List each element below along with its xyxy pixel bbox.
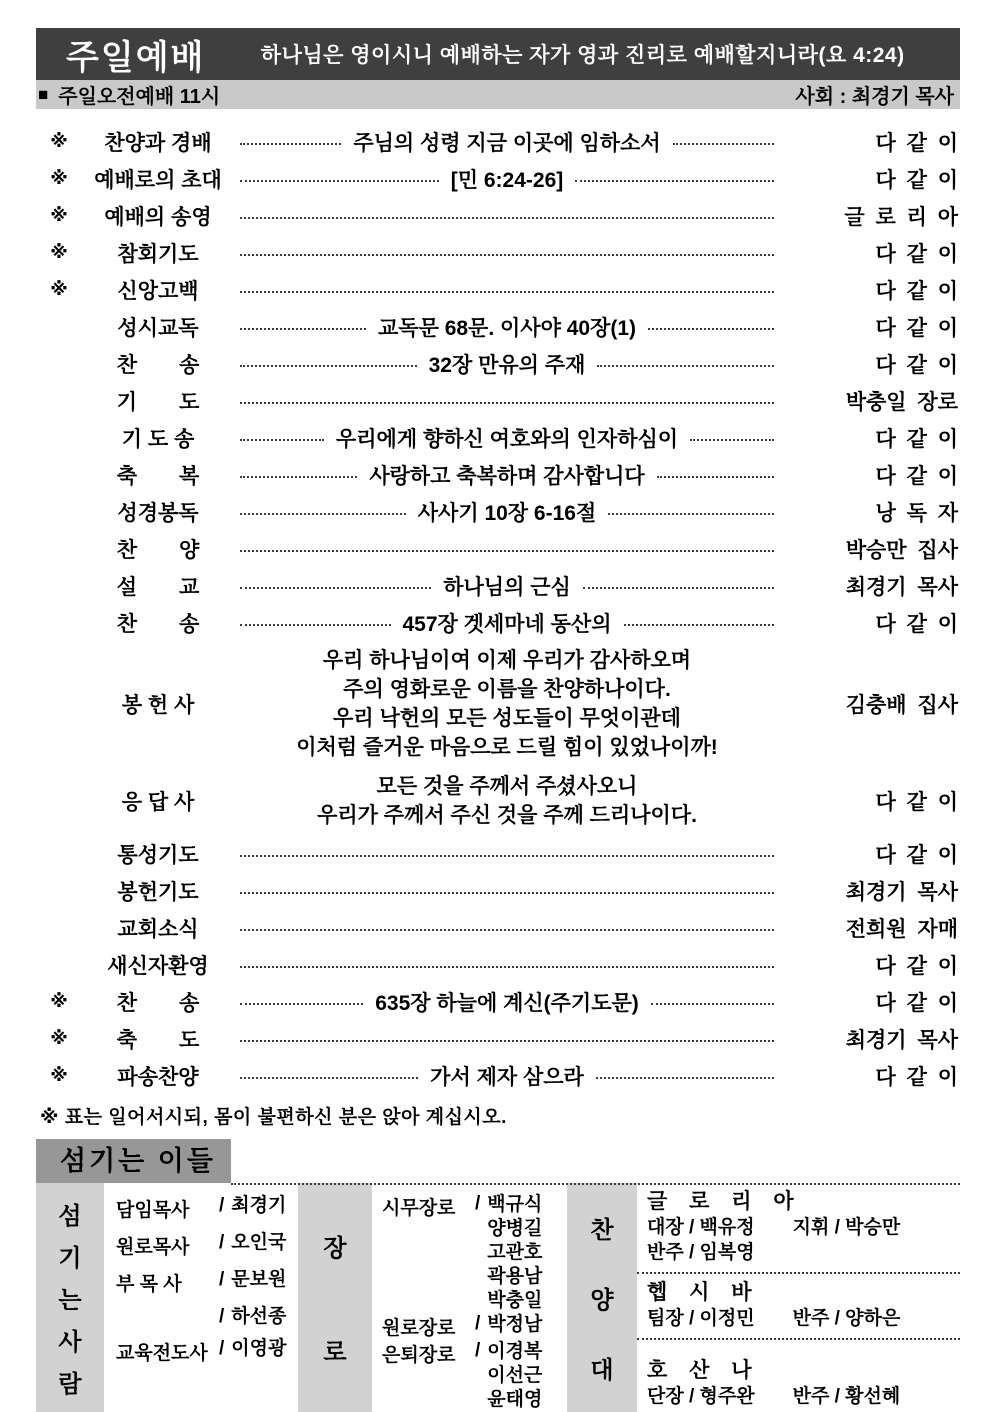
dotted-leader [240, 291, 774, 293]
order-middle [240, 127, 774, 157]
order-row [36, 567, 960, 604]
order-performer: 다 같 이 [875, 353, 958, 377]
order-middle [240, 312, 774, 342]
order-row [36, 382, 960, 419]
order-detail: 사랑하고 축복하며 감사합니다 [369, 464, 645, 488]
order-middle [240, 250, 774, 256]
order-middle [240, 213, 774, 219]
order-detail: 사사기 10장 6-16절 [417, 501, 597, 525]
choir-staff-line: 대장 / 백유정 지휘 / 박승만 [647, 1217, 901, 1238]
header-verse: 하나님은 영이시니 예배하는 자가 영과 진리로 예배할지니라(요 4:24) [260, 44, 905, 67]
servant-row [116, 1269, 294, 1296]
standing-marker: ※ [50, 279, 68, 299]
order-row [36, 909, 960, 946]
order-middle [240, 962, 774, 968]
dotted-leader [624, 624, 775, 626]
servant-name: 고관호 [487, 1242, 543, 1263]
order-row [36, 835, 960, 872]
dotted-leader [240, 254, 774, 256]
label-char: 대 [590, 1356, 614, 1384]
order-row [36, 419, 960, 456]
label-char: 찬 [590, 1217, 614, 1245]
servant-list [104, 1183, 294, 1412]
dotted-leader [240, 476, 357, 478]
standing-marker: ※ [50, 991, 68, 1011]
dotted-leader [673, 143, 774, 145]
order-performer: 다 같 이 [875, 279, 958, 303]
servant-names [487, 1340, 542, 1412]
order-performer: 다 같 이 [875, 843, 958, 867]
label-char: 는 [58, 1286, 82, 1314]
order-middle [240, 1061, 774, 1091]
order-label: 찬 송 [116, 991, 200, 1015]
order-detail-line: 주의 영화로운 이름을 찬양하나이다. [343, 678, 671, 701]
order-row [36, 234, 960, 271]
order-detail: 가서 제자 삼으라 [430, 1065, 584, 1089]
servant-names [231, 1338, 286, 1365]
order-row [36, 160, 960, 197]
order-label: 예배로의 초대 [94, 168, 222, 192]
order-performer: 다 같 이 [875, 316, 958, 340]
dotted-leader [597, 365, 774, 367]
servant-names [487, 1313, 542, 1340]
servant-role: 담임목사 [116, 1200, 190, 1221]
servant-name: 이선근 [487, 1365, 543, 1386]
standing-marker: ※ [50, 1028, 68, 1048]
page-title: 주일예배 [66, 38, 206, 77]
dotted-leader [648, 328, 774, 330]
order-row [36, 1020, 960, 1057]
standing-marker: ※ [50, 242, 68, 262]
order-detail-line: 우리 낙헌의 모든 성도들이 무엇이관데 [333, 707, 681, 730]
order-label: 예배의 송영 [104, 205, 212, 229]
order-row [36, 872, 960, 909]
order-middle [240, 851, 774, 857]
servant-name: 양병길 [487, 1218, 543, 1239]
order-row [36, 530, 960, 567]
dotted-leader [583, 587, 774, 589]
order-performer: 최경기 목사 [845, 880, 958, 904]
order-label: 찬 송 [116, 612, 200, 636]
order-row [36, 493, 960, 530]
order-performer: 다 같 이 [875, 242, 958, 266]
order-detail: 교독문 68문. 이사야 40장(1) [378, 316, 637, 340]
order-performer: 다 같 이 [875, 427, 958, 451]
servant-row [382, 1313, 562, 1340]
service-time [38, 80, 220, 109]
order-detail: 우리에게 향하신 여호와의 인자하심이 [335, 427, 679, 451]
choir-name: 호 산 나 [647, 1359, 760, 1382]
order-label: 설 교 [116, 575, 200, 599]
servants-group-label [567, 1183, 637, 1412]
order-performer: 다 같 이 [875, 991, 958, 1015]
choir-separator [637, 1272, 960, 1274]
servant-row [116, 1306, 294, 1328]
order-performer: 최경기 목사 [845, 1028, 958, 1052]
dotted-leader [240, 966, 774, 968]
label-char: 사 [58, 1328, 82, 1356]
order-detail: 635장 하늘에 계신(주기도문) [375, 991, 639, 1015]
choir-name: 글 로 리 아 [647, 1190, 802, 1213]
standing-marker: ※ [50, 131, 68, 151]
servant-names [231, 1269, 286, 1296]
order-middle [240, 497, 774, 527]
order-row [36, 197, 960, 234]
dotted-leader [651, 1003, 774, 1005]
dotted-leader [240, 402, 774, 404]
order-performer: 박승만 집사 [845, 538, 958, 562]
choir-name: 헵 시 바 [647, 1281, 760, 1304]
order-performer: 김충배 집사 [845, 694, 958, 717]
servant-row [382, 1193, 562, 1313]
order-detail-line: 우리가 주께서 주신 것을 주께 드리나이다. [317, 804, 697, 827]
choir-block [647, 1189, 960, 1267]
slash-separator: / [475, 1193, 481, 1214]
servant-name: 최경기 [231, 1195, 287, 1216]
dotted-leader [240, 892, 774, 894]
slash-separator: / [219, 1232, 225, 1253]
standing-marker: ※ [50, 168, 68, 188]
order-middle [240, 349, 774, 379]
order-row [36, 345, 960, 382]
order-row [36, 946, 960, 983]
label-char: 장 [323, 1234, 347, 1262]
servant-role [116, 1306, 212, 1328]
order-performer: 다 같 이 [875, 791, 958, 814]
order-performer: 낭 독 자 [875, 501, 958, 525]
servant-row [116, 1338, 294, 1365]
slash-separator: / [475, 1340, 481, 1361]
service-time-label: 주일오전예배 11시 [58, 86, 221, 108]
order-label: 성경봉독 [117, 501, 199, 525]
order-label: 찬 양 [116, 538, 200, 562]
order-performer: 다 같 이 [875, 168, 958, 192]
servant-role: 원로장로 [382, 1318, 456, 1339]
service-info-bar [36, 80, 960, 109]
order-detail-lines [240, 772, 774, 830]
order-performer: 박충일 장로 [845, 390, 958, 414]
order-middle [240, 164, 774, 194]
dotted-leader [240, 587, 431, 589]
order-detail: 하나님의 근심 [443, 575, 571, 599]
order-middle [240, 925, 774, 931]
standing-marker: ※ [50, 205, 68, 225]
order-middle [240, 1036, 774, 1042]
label-char: 로 [323, 1339, 347, 1367]
order-row [36, 308, 960, 345]
slash-separator: / [219, 1338, 225, 1359]
servant-name: 박정남 [487, 1314, 543, 1335]
dotted-leader [240, 180, 439, 182]
servant-role: 부 목 사 [116, 1274, 182, 1295]
order-performer: 다 같 이 [875, 954, 958, 978]
order-label: 봉 헌 사 [121, 694, 195, 717]
order-label: 봉헌기도 [117, 880, 199, 904]
dotted-leader [240, 1040, 774, 1042]
servant-name: 이경복 [487, 1341, 543, 1362]
servants-table [36, 1183, 960, 1412]
dotted-leader [240, 1003, 363, 1005]
dotted-leader [690, 439, 774, 441]
order-detail-line: 모든 것을 주께서 주셨사오니 [376, 775, 638, 798]
servants-group-label [36, 1183, 104, 1412]
servant-name: 문보원 [231, 1269, 287, 1290]
choir-staff-line: 단장 / 형주완 반주 / 황선혜 [647, 1386, 901, 1407]
order-label: 교회소식 [117, 917, 199, 941]
order-detail: [민 6:24-26] [450, 168, 564, 192]
order-detail-lines [240, 646, 774, 762]
order-detail: 457장 겟세마네 동산의 [402, 612, 612, 636]
order-row [36, 767, 960, 835]
dotted-leader [596, 1077, 774, 1079]
dotted-leader [240, 439, 324, 441]
order-performer: 최경기 목사 [845, 575, 958, 599]
dotted-leader [240, 1077, 418, 1079]
label-char: 양 [590, 1286, 614, 1314]
servant-names [487, 1193, 542, 1313]
order-middle [240, 460, 774, 490]
standing-footnote: ※ 표는 일어서시되, 몸이 불편하신 분은 앉아 계십시오. [40, 1107, 507, 1128]
servant-list [372, 1183, 562, 1412]
servant-name: 윤태영 [487, 1389, 543, 1410]
servant-names [231, 1306, 286, 1328]
order-performer: 다 같 이 [875, 612, 958, 636]
label-char: 람 [58, 1370, 82, 1398]
dotted-leader [575, 180, 774, 182]
servant-role: 시무장로 [382, 1198, 456, 1219]
label-char: 기 [58, 1245, 82, 1273]
choir-block [647, 1346, 960, 1411]
servant-row [382, 1340, 562, 1412]
order-label: 찬 송 [116, 353, 200, 377]
order-label: 응 답 사 [121, 791, 195, 814]
dotted-leader [240, 513, 406, 515]
servant-role: 원로목사 [116, 1237, 190, 1258]
order-row [36, 641, 960, 767]
order-middle [240, 646, 774, 762]
dotted-leader [240, 929, 774, 931]
order-label: 통성기도 [117, 843, 199, 867]
slash-separator: / [219, 1269, 225, 1290]
choir-staff-line: 팀장 / 이정민 반주 / 양하은 [647, 1308, 901, 1329]
order-row [36, 983, 960, 1020]
order-label: 참회기도 [117, 242, 199, 266]
servants-section-title: 섬기는 이들 [36, 1139, 231, 1183]
order-middle [240, 423, 774, 453]
presider-label: 사회 : 최경기 목사 [795, 86, 954, 108]
order-middle [240, 987, 774, 1017]
order-label: 찬양과 경배 [104, 131, 212, 155]
dotted-leader [240, 365, 417, 367]
dotted-leader [657, 476, 774, 478]
servant-names [231, 1195, 286, 1222]
order-row [36, 456, 960, 493]
order-performer: 전희원 자매 [845, 917, 958, 941]
servant-role: 교육전도사 [116, 1343, 208, 1364]
order-detail: 32장 만유의 주재 [428, 353, 586, 377]
servant-name: 백규식 [487, 1194, 543, 1215]
order-label: 신앙고백 [117, 279, 199, 303]
header-bar [36, 28, 960, 80]
order-detail-line: 이처럼 즐거운 마음으로 드릴 힘이 있었나이까! [296, 736, 718, 759]
servant-name: 하선종 [231, 1306, 287, 1327]
dotted-leader [240, 328, 366, 330]
order-middle [240, 608, 774, 638]
servant-name: 곽용남 [487, 1266, 543, 1287]
servants-group-label [298, 1183, 372, 1412]
dotted-leader [240, 143, 341, 145]
servant-name: 이영광 [231, 1338, 287, 1359]
order-performer: 다 같 이 [875, 131, 958, 155]
order-label: 기 도 [116, 390, 200, 414]
slash-separator: / [219, 1306, 225, 1327]
choir-staff-line: 반주 / 임복영 [647, 1242, 755, 1263]
dotted-leader [608, 513, 774, 515]
servant-role: 은퇴장로 [382, 1345, 456, 1366]
order-row [36, 1057, 960, 1094]
order-detail-line: 우리 하나님이여 이제 우리가 감사하오며 [322, 649, 692, 672]
servant-name: 오인국 [231, 1232, 287, 1253]
choir-separator [637, 1338, 960, 1340]
slash-separator: / [219, 1195, 225, 1216]
order-label: 축 복 [116, 464, 200, 488]
order-label: 축 도 [116, 1028, 200, 1052]
order-middle [240, 546, 774, 552]
choir-block [647, 1280, 960, 1333]
order-of-worship-list [36, 123, 960, 1094]
order-middle [240, 571, 774, 601]
order-middle [240, 287, 774, 293]
standing-marker: ※ [50, 1065, 68, 1085]
order-middle [240, 772, 774, 830]
dotted-leader [240, 624, 391, 626]
choir-list [637, 1183, 960, 1412]
order-row [36, 271, 960, 308]
square-bullet-icon: ■ [38, 85, 49, 104]
servant-row [116, 1232, 294, 1259]
dotted-leader [240, 855, 774, 857]
order-performer: 글 로 리 아 [844, 205, 958, 229]
servant-row [116, 1195, 294, 1222]
servant-name: 박충일 [487, 1290, 543, 1311]
order-middle [240, 888, 774, 894]
order-label: 파송찬양 [117, 1065, 199, 1089]
order-row [36, 123, 960, 160]
slash-separator: / [475, 1313, 481, 1334]
order-performer: 다 같 이 [875, 464, 958, 488]
order-label: 새신자환영 [107, 954, 209, 978]
order-label: 성시교독 [117, 316, 199, 340]
order-row [36, 604, 960, 641]
dotted-leader [240, 550, 774, 552]
label-char: 섬 [58, 1203, 82, 1231]
order-middle [240, 398, 774, 404]
dotted-leader [240, 217, 774, 219]
order-detail: 주님의 성령 지금 이곳에 임하소서 [353, 131, 661, 155]
order-label: 기 도 송 [121, 427, 195, 451]
order-performer: 다 같 이 [875, 1065, 958, 1089]
servant-names [231, 1232, 286, 1259]
